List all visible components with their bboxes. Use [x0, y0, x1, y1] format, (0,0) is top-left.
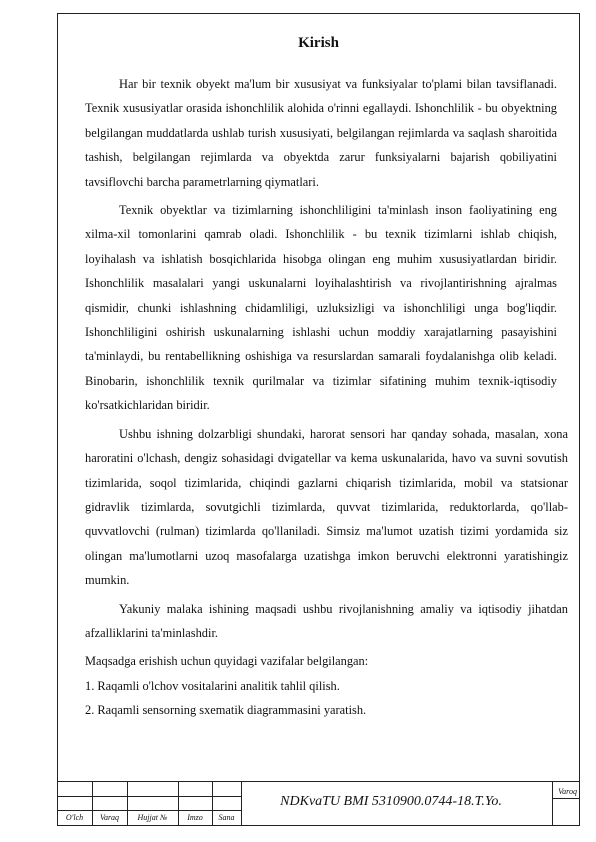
task-item-1: 1. Raqamli o'lchov vositalarini analitik tahlil qilish. — [85, 678, 340, 693]
task-item-2: 2. Raqamli sensorning sxematik diagrammasini yaratish. — [85, 703, 367, 718]
stamp-grid-line — [57, 796, 241, 797]
stamp-label-sana: Sana — [218, 813, 235, 822]
document-body — [85, 72, 568, 723]
paragraph-1: Har bir texnik obyekt ma'lum bir xususiyat va funksiyalar to'plami bilan tavsiflanadi. Texnik xususiyatlar orasida ishonchlilik alohida o'rinni egallaydi. Ishonchlilik - bu obyektning belgilangan muddatlarda ushlab turish xususiyati, belgilangan rejimlarda va saqlash sharoitida tashish, belgilangan rejimlarda va obyektda zarur funksiyalarni bajarish qobiliyatini tavsiflovchi barcha parametrlarning qiymatlari. — [85, 77, 557, 189]
paragraph-3: Ushbu ishning dolzarbligi shundaki, harorat sensori har qanday sohada, masalan, xona haroratini o'lchash, dengiz sohasidagi dvigatellar va kema uskunalarida, havo va suvni sovutish tizimlarida, soqol tizimlarida, chiqindi gazlarni chiqarish tizimlarida, mobil va statsionar gidravlik tizimlarda, sovutgichli tizimlarda, quvvat tizimlarida, reduktorlarda, qo'llab-quvvatlovchi (rulman) tizimlarda qo'llaniladi. Simsiz ma'lumot uzatish tizimi yordamida siz olingan ma'lumotlarni uzoq masofalarga uzatishga imkon beruvchi elektronni yaratishingiz mumkin. — [85, 426, 568, 588]
stamp-label-imzo: Imzo — [187, 813, 203, 822]
stamp-grid-line — [552, 798, 580, 799]
paragraph-4: Yakuniy malaka ishining maqsadi ushbu rivojlanishning amaliy va iqtisodiy jihatdan afzalliklarini ta'minlashdir. — [85, 601, 568, 640]
stamp-label-olch: O'lch — [65, 813, 84, 822]
document-code: NDKvaTU BMI 5310900.0744-18.T.Yo. — [280, 794, 502, 809]
stamp-label-varaq: Varaq — [99, 813, 120, 822]
stamp-label-hujjat: Hujjat № — [137, 813, 168, 822]
task-intro: Maqsadga erishish uchun quyidagi vazifalar belgilangan: — [85, 654, 369, 669]
paragraph-2: Texnik obyektlar va tizimlarning ishonchliligini ta'minlash inson faoliyatining eng xilma-xil tomonlarini qamrab oladi. Ishonchlilik - bu texnik tizimlarni ishlab chiqish, loyihalash va ishlatish bosqichlarida hisobga olingan eng muhim xususiyatlardan biridir. Ishonchlilik masalalari yangi uskunalarni loyihalashtirish va rivojlantirishning ajralmas qismidir, chunki ishlashning chidamliligi, uzluksizligi va ishonchliligi unga bog'liqdir. Ishonchliligini oshirish uskunalarning ishlashi uchun moddiy xarajatlarning pasayishini ta'minlaydi, bu rentabellikning oshishiga va resurslardan samarali foydalanishga olib keladi. Binobarin, ishonchlilik texnik qurilmalar va tizimlar sifatining muhim texnik-iqtisodiy ko'rsatkichlaridan biridir. — [85, 203, 557, 413]
stamp-grid-line — [57, 810, 241, 811]
page-title: Kirish — [298, 35, 339, 51]
stamp-grid-line — [552, 782, 553, 826]
stamp-grid-line — [241, 782, 242, 826]
title-block — [57, 781, 580, 826]
sheet-label: Varoq — [558, 787, 577, 796]
